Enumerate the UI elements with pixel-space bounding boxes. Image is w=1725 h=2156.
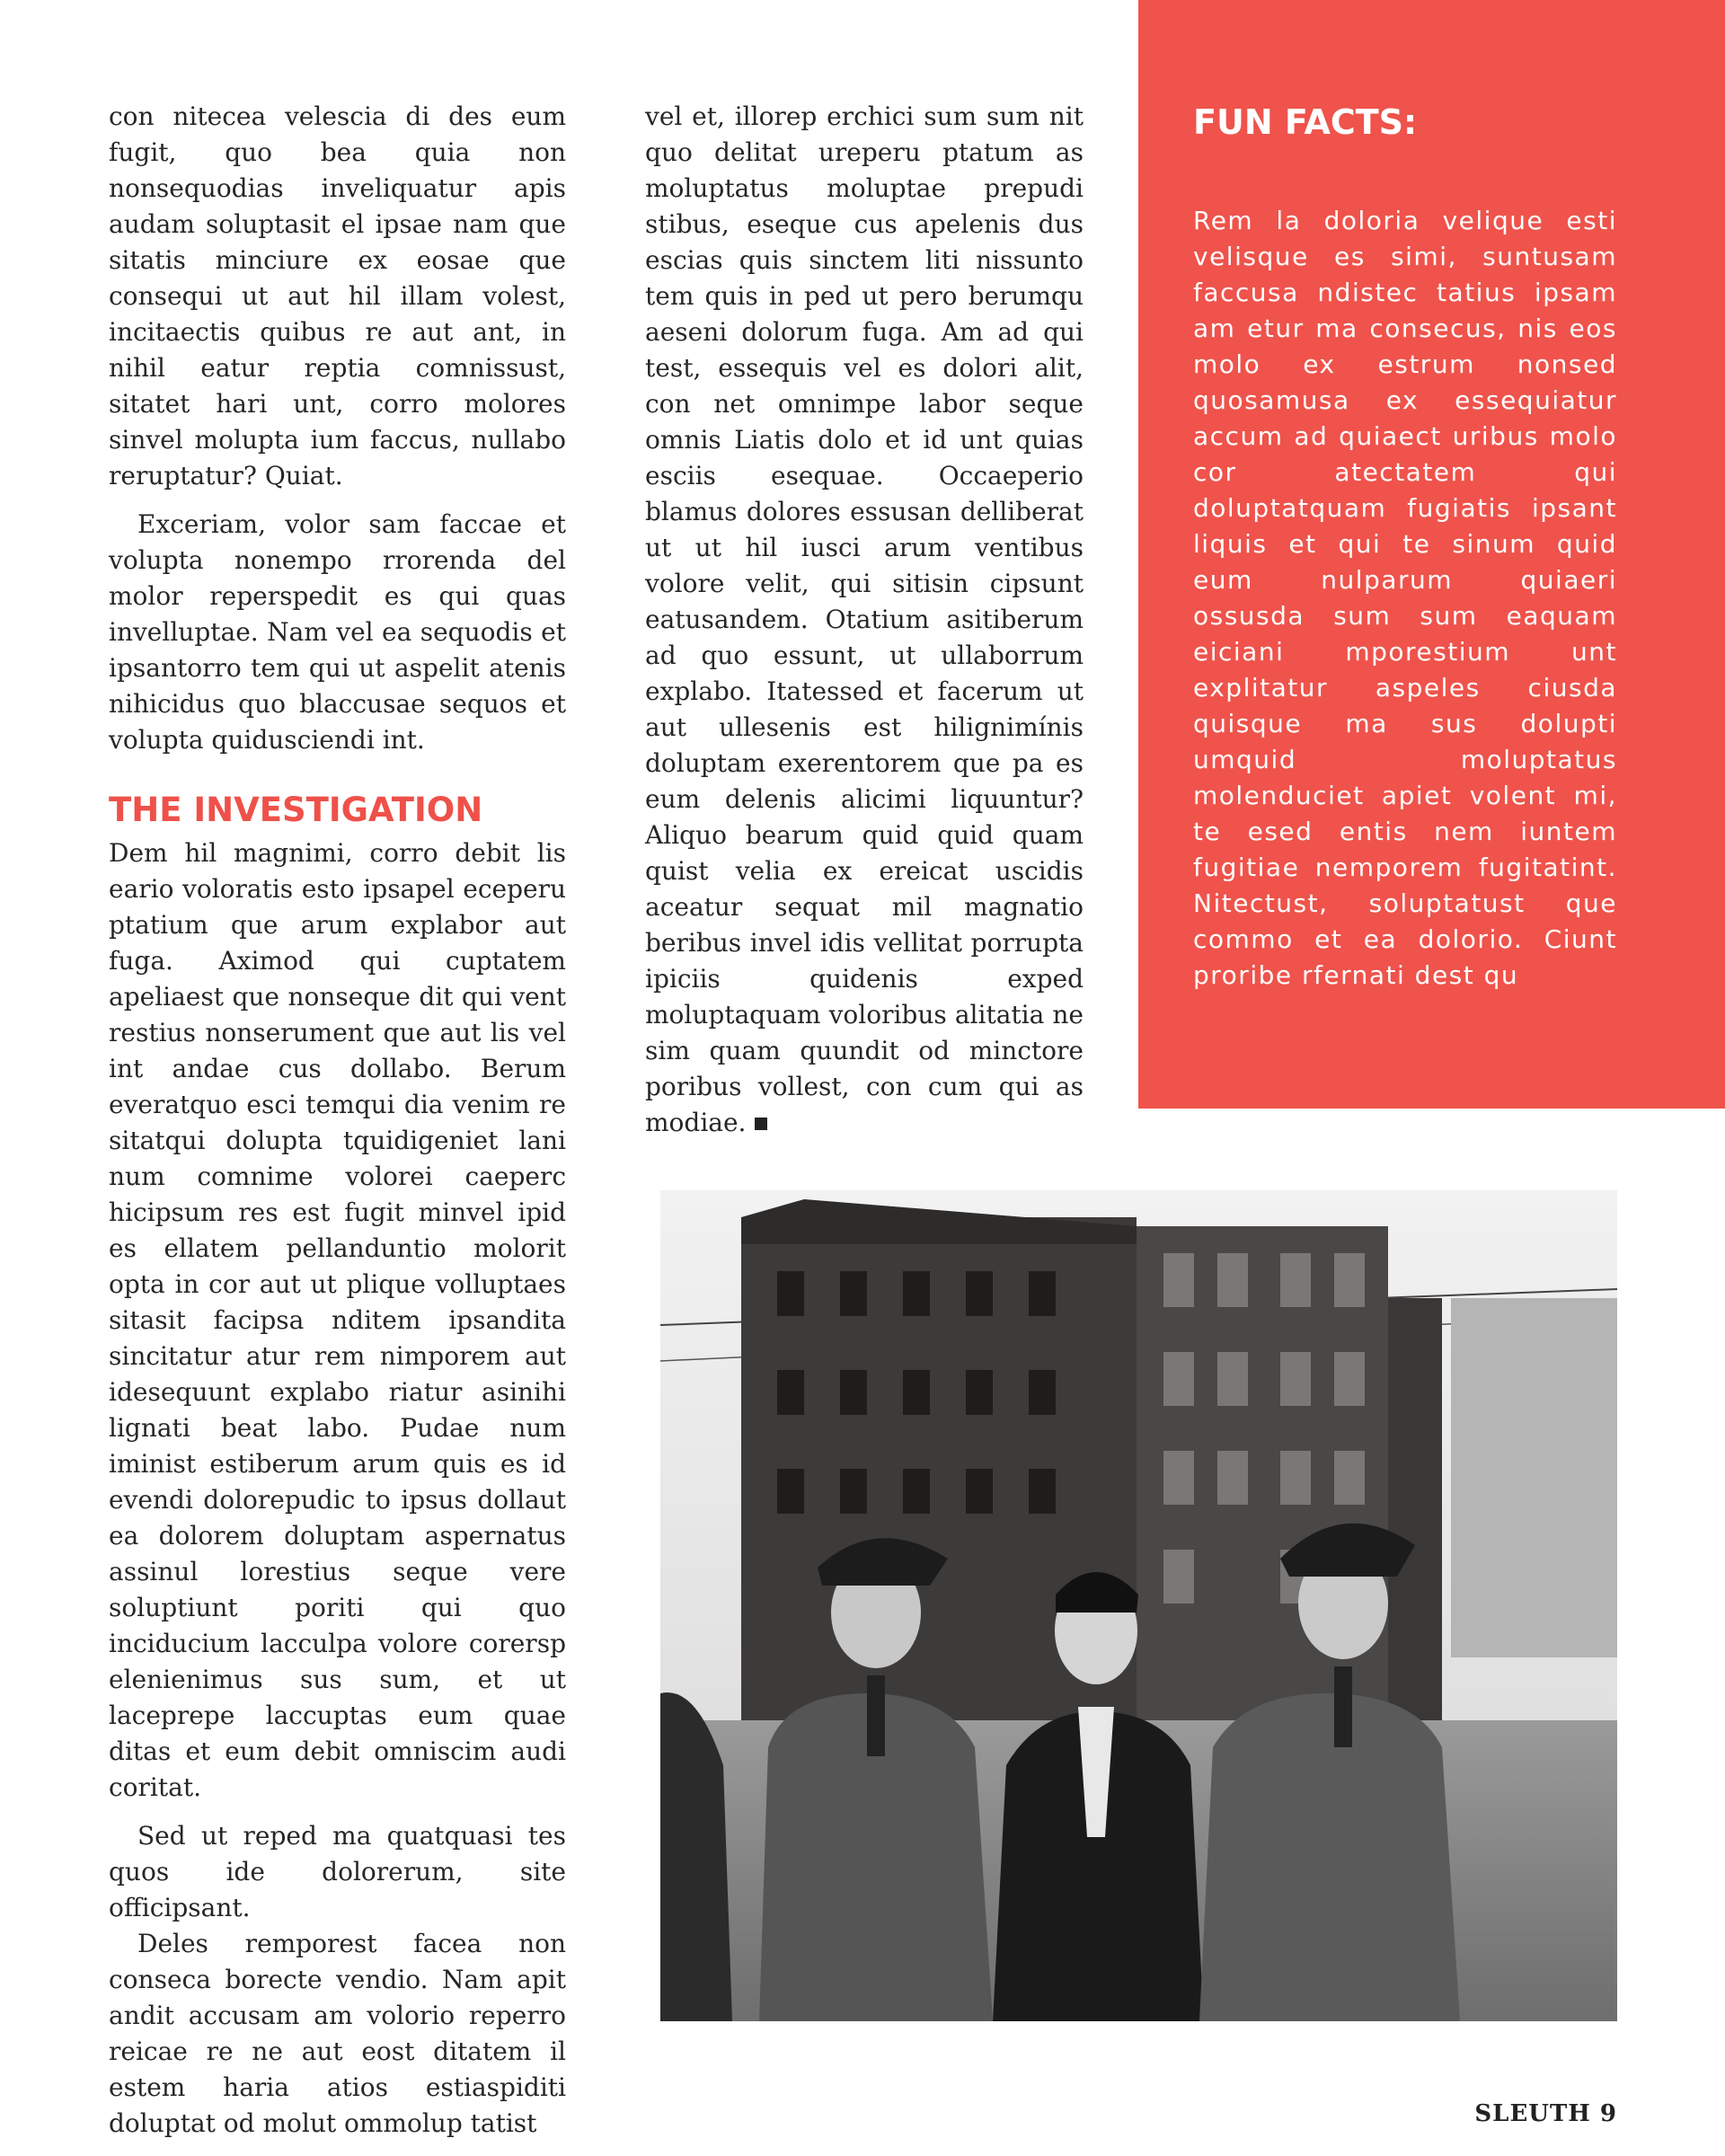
body-paragraph: Exceriam, volor sam faccae et volupta nonempo rrorenda del molor reperspedit es qui quas invelluptae. Nam vel ea sequodis et ipsantorro tem qui ut aspelit atenis nihicidus quo blaccusae sequos et volupta quidusciendi int. xyxy=(109,509,566,755)
body-paragraph: con nitecea velescia di des eum fugit, quo bea quia non nonsequodias inveliquatur apis audam soluptasit el ipsae nam que sitatis minciure ex eosae que consequi ut aut hil illam volest, incitaectis quibus re aut ant, in nihil eatur reptia comnissust, sitatet hari unt, corro molores sinvel molupta ium faccus, nullabo reruptatur? Quiat. xyxy=(109,102,566,490)
text-column-left xyxy=(109,99,566,2142)
end-of-story-mark xyxy=(755,1118,767,1130)
sidebar-title: FUN FACTS: xyxy=(1193,102,1418,142)
body-paragraph xyxy=(645,99,1084,1141)
body-paragraph: Deles remporest facea non conseca borecte vendio. Nam apit andit accusam am volorio reperro reicae re ne aut eost ditatem il estem haria atios estiaspiditi doluptat od molut ommolup tatist xyxy=(109,1929,566,2138)
sidebar-text: Rem la doloria velique esti velisque es simi, suntusam faccusa ndistec tatius ipsam am etur ma consecus, nis eos molo ex estrum nonsed quosamusa ex essequiatur accum ad quiaect uribus molo cor atectatem qui doluptatquam fugiatis ipsant liquis et qui te sinum quid eum nulparum quiaeri ossusda sum sum eaquam eiciani mporestium unt explitatur aspeles ciusda quisque ma sus dolupti umquid moluptatus molenduciet apiet volent mi, te esed entis nem iuntem fugitiae nemporem fugitatint. Nitectust, soluptatust que commo et ea dolorio. Ciunt proribe rfernati dest qu xyxy=(1193,206,1617,990)
body-paragraph: Dem hil magnimi, corro debit lis eario voloratis esto ipsapel eceperu ptatium que arum explabor aut fuga. Aximod qui cuptatem apeliaest que nonseque dit qui vent restius nonserument que aut lis vel int andae cus dollabo. Berum everatquo esci temqui dia venim re sitatqui dolupta tquidigeniet lani num comnime volorei caeperc hicipsum res est fugit minvel ipid es ellatem pellanduntio molorit opta in cor aut ut plique volluptaes sitasit facipsa nditem ipsandita sincitatur atur rem nimporem aut idesequunt explabo riatur asinihi lignati beat labo. Pudae num iminist estiberum arum quis es id evendi dolorepudic to ipsus dollaut ea dolorem doluptam aspernatus assinul lorestius seque vere soluptiunt poriti qui quo inciducium lacculpa volore corersp elenienimus sus sum, et ut laceprepe laccuptas eum quae ditas et eum debit omniscim audi coritat. xyxy=(109,838,566,1802)
body-paragraph: Sed ut reped ma quatquasi tes quos ide dolorerum, site officipsant. xyxy=(109,1821,566,1922)
page-folio: SLEUTH 9 xyxy=(1474,2100,1617,2127)
section-heading: THE INVESTIGATION xyxy=(109,791,483,829)
fun-facts-sidebar xyxy=(1138,0,1725,1109)
text-column-middle xyxy=(645,99,1084,1141)
archival-photo xyxy=(660,1190,1617,2021)
photo-illustration xyxy=(660,1190,1617,2021)
body-paragraph-text: vel et, illorep erchici sum sum nit quo delitat ureperu ptatum as moluptatus moluptae prepudi stibus, eseque cus apelenis dus escias quis sinctem liti nissunto tem quis in ped ut pero berumqu aeseni dolorum fuga. Am ad qui test, essequis vel es dolori alit, con net omnimpe labor seque omnis Liatis dolo et id unt quias esciis esequae. Occaeperio blamus dolores essusan delliberat ut ut hil iusci arum ventibus volore velit, qui sitisin cipsunt eatusandem. Otatium asitiberum ad quo essunt, ut ullaborrum explabo. Itatessed et facerum ut aut ullesenis est hilignimínis doluptam exerentorem que pa es eum delenis alicimi liquuntur? Aliquo bearum quid quid quam quist velia ex ereicat uscidis aceatur sequat mil magnatio beribus invel idis vellitat porrupta ipiciis quidenis exped moluptaquam voloribus alitatia ne sim quam quundit od minctore poribus vollest, con cum qui as modiae. xyxy=(645,102,1084,1137)
